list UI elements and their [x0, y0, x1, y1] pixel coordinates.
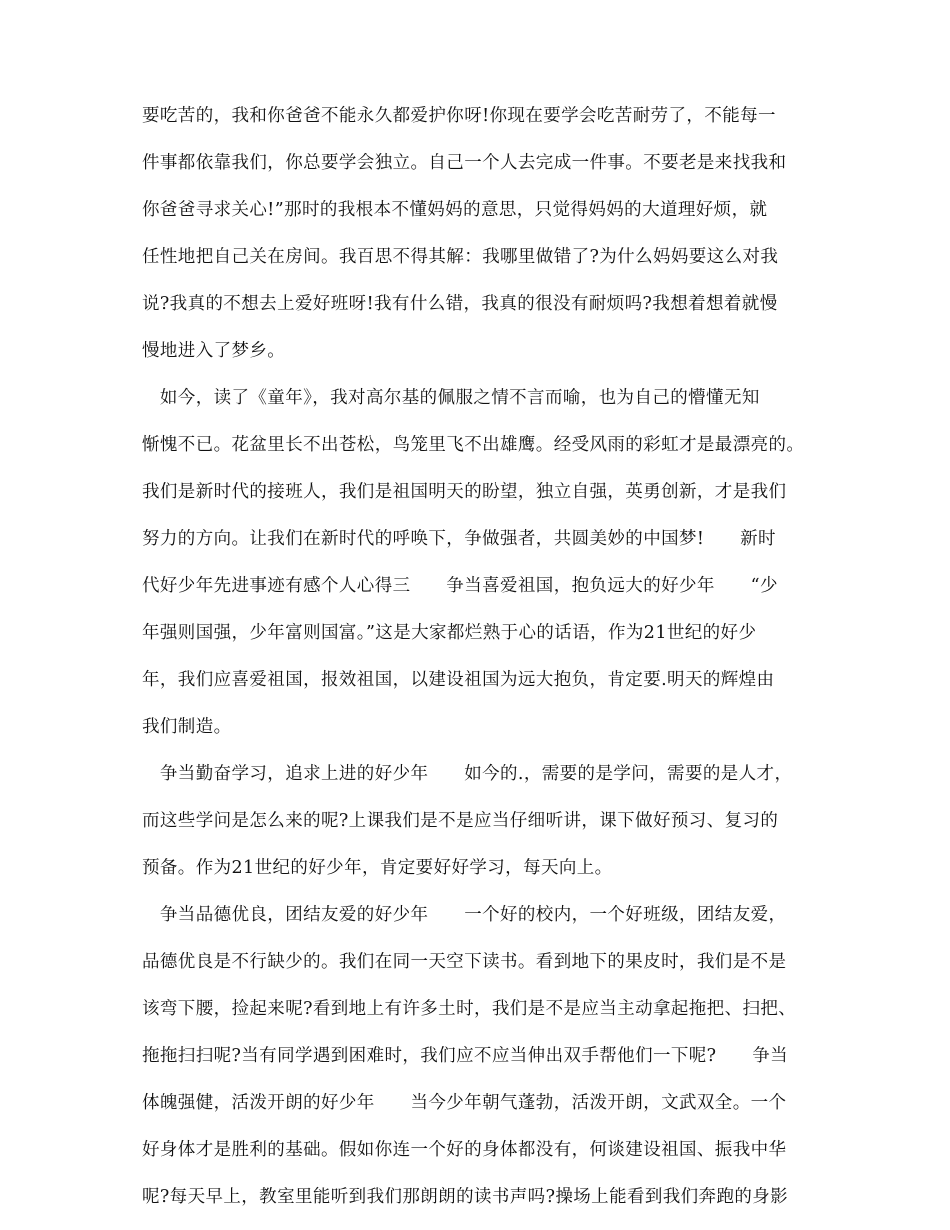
text-line: 件事都依靠我们，你总要学会独立。自己一个人去完成一件事。不要老是来找我和: [142, 153, 787, 173]
text-line: 拖拖扫扫呢?当有同学遇到困难时，我们应不应当伸出双手帮他们一下呢? 争当: [142, 1046, 789, 1066]
text-line: 而这些学问是怎么来的呢?上课我们是不是应当仔细听讲，课下做好预习、复习的: [142, 811, 779, 831]
text-line: 我们是新时代的接班人，我们是祖国明天的盼望，独立自强，英勇创新，才是我们: [142, 482, 787, 502]
text-line: 年强则国强，少年富则国富。”这是大家都烂熟于心的话语，作为21世纪的好少: [142, 623, 757, 643]
text-line: 如今，读了《童年》，我对高尔基的佩服之情不言而喻，也为自己的懵懂无知: [142, 388, 760, 408]
text-line: 惭愧不已。花盆里长不出苍松，鸟笼里飞不出雄鹰。经受风雨的彩虹才是最漂亮的。: [142, 435, 805, 455]
text-line: 争当勤奋学习，追求上进的好少年 如今的.，需要的是学问，需要的是人才，: [142, 764, 793, 784]
text-line: 我们制造。: [142, 717, 232, 737]
text-line: 呢?每天早上，教室里能听到我们那朗朗的读书声吗?操场上能看到我们奔跑的身影: [142, 1187, 789, 1207]
text-line: 争当品德优良，团结友爱的好少年 一个好的校内，一个好班级，团结友爱，: [142, 905, 787, 925]
text-line: 年，我们应喜爱祖国，报效祖国，以建设祖国为远大抱负，肯定要.明天的辉煌由: [142, 670, 775, 690]
text-line: 好身体才是胜利的基础。假如你连一个好的身体都没有，何谈建设祖国、振我中华: [142, 1140, 787, 1160]
text-line: 任性地把自己关在房间。我百思不得其解：我哪里做错了?为什么妈妈要这么对我: [142, 247, 779, 267]
text-line: 该弯下腰，捡起来呢?看到地上有许多土时，我们是不是应当主动拿起拖把、扫把、: [142, 999, 797, 1019]
text-line: 要吃苦的，我和你爸爸不能永久都爱护你呀!你现在要学会吃苦耐劳了，不能每一: [142, 106, 776, 126]
text-line: 代好少年先进事迹有感个人心得三 争当喜爱祖国，抱负远大的好少年 “少: [142, 576, 778, 596]
text-line: 努力的方向。让我们在新时代的呼唤下，争做强者，共圆美妙的中国梦! 新时: [142, 529, 776, 549]
text-line: 体魄强健，活泼开朗的好少年 当今少年朝气蓬勃，活泼开朗，文武双全。一个: [142, 1093, 787, 1113]
text-line: 慢地进入了梦乡。: [142, 341, 286, 361]
text-line: 品德优良是不行缺少的。我们在同一天空下读书。看到地下的果皮时，我们是不是: [142, 952, 787, 972]
text-line: 说?我真的不想去上爱好班呀!我有什么错，我真的很没有耐烦吗?我想着想着就慢: [142, 294, 778, 314]
text-line: 预备。作为21世纪的好少年，肯定要好好学习，每天向上。: [142, 858, 613, 878]
text-line: 你爸爸寻求关心!”那时的我根本不懂妈妈的意思，只觉得妈妈的大道理好烦，就: [142, 200, 768, 220]
